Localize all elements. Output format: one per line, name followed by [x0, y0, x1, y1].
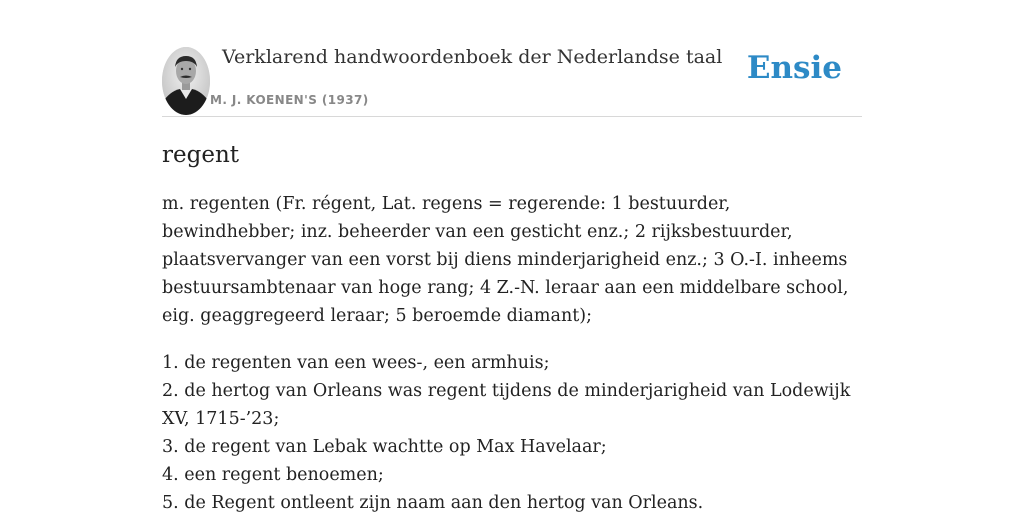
example-item: 5. de Regent ontleent zijn naam aan den hertog van Orleans.	[162, 493, 704, 512]
book-title: Verklarend handwoordenboek der Nederlandse taal	[222, 46, 723, 68]
example-item: 3. de regent van Lebak wachtte op Max Havelaar;	[162, 437, 607, 457]
example-item: 4. een regent benoemen;	[162, 465, 384, 485]
ensie-logo-link[interactable]: Ensie	[746, 50, 842, 86]
headword: regent	[162, 142, 239, 168]
dictionary-header	[162, 44, 862, 117]
definition-text: m. regenten (Fr. régent, Lat. regens = regerende: 1 bestuurder, bewindhebber; inz. beheerder van een gesticht enz.; 2 rijksbestuurder, plaatsvervanger van een vorst bij diens minderjarigheid enz.; 3 O.-I. inheems bestuursambtenaar van hoge rang; 4 Z.-N. leraar aan een middelbare school, eig. geaggregeerd leraar; 5 beroemde diamant);	[162, 194, 849, 326]
author-portrait-icon	[162, 47, 210, 115]
example-item: 1. de regenten van een wees-, een armhuis;	[162, 353, 550, 373]
book-subtitle: M. J. KOENEN'S (1937)	[210, 93, 369, 107]
entry-container	[162, 44, 862, 512]
example-list	[162, 349, 862, 512]
example-item: 2. de hertog van Orleans was regent tijdens de minderjarigheid van Lodewijk XV, 1715-’23;	[162, 381, 851, 429]
